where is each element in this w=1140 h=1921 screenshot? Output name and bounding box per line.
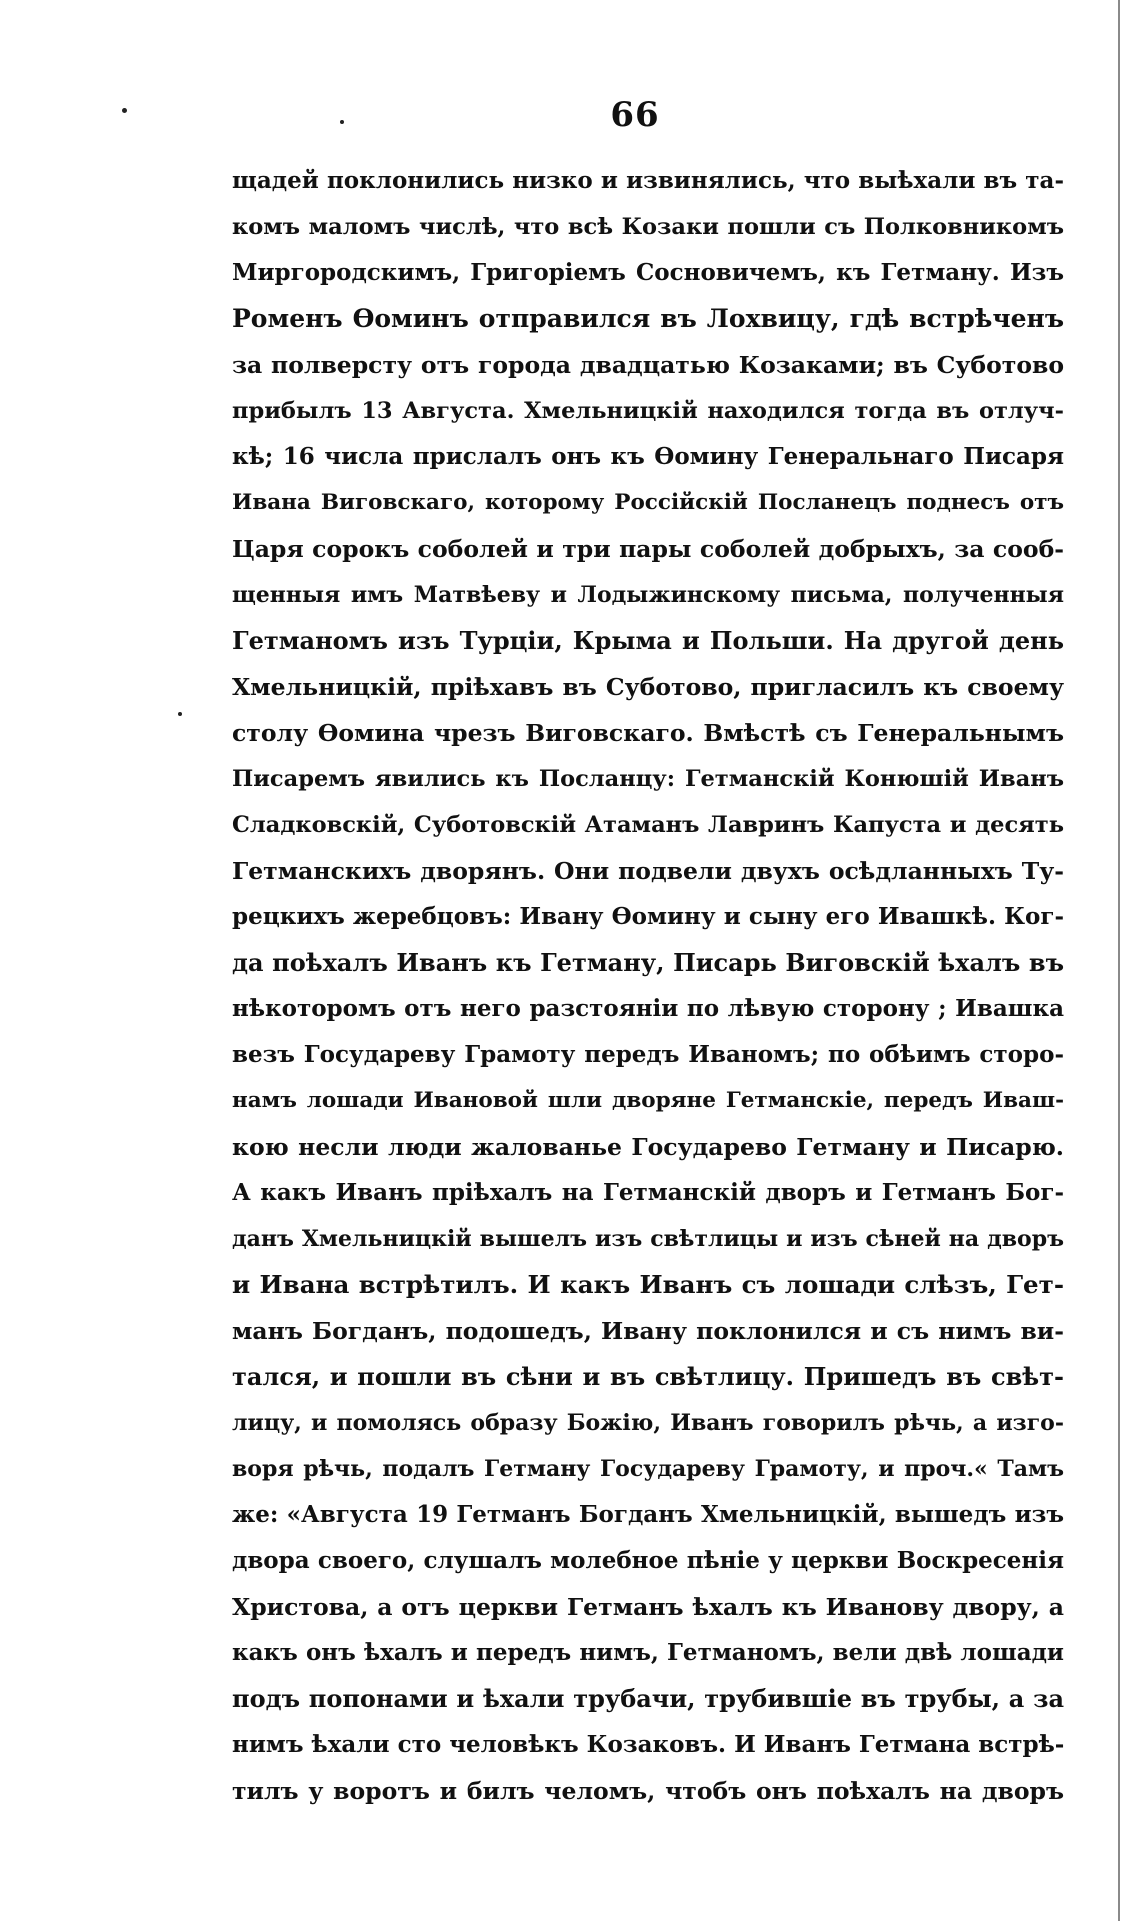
text-line: намъ лошади Ивановой шли дворяне Гетманскіе, передъ Иваш- (232, 1088, 1064, 1113)
page-number: 66 (610, 95, 660, 135)
text-line: нимъ ѣхали сто человѣкъ Козаковъ. И Иванъ Гетмана встрѣ- (232, 1731, 1064, 1758)
text-line: Царя сорокъ соболей и три пары соболей добрыхъ, за сооб- (232, 535, 1064, 563)
text-line: щенныя имъ Матвѣеву и Лодыжинскому письма, полученныя (232, 582, 1064, 608)
text-line: Сладковскій, Суботовскій Атаманъ Лавринъ Капуста и десять (232, 812, 1064, 838)
text-line: Гетманскихъ дворянъ. Они подвели двухъ осѣдланныхъ Ту- (232, 857, 1064, 885)
text-line: воря рѣчь, подалъ Гетману Государеву Грамоту, и проч.« Тамъ (232, 1456, 1064, 1482)
text-line: комъ маломъ числѣ, что всѣ Козаки пошли съ Полковникомъ (232, 214, 1064, 240)
text-line: какъ онъ ѣхалъ и передъ нимъ, Гетманомъ, вели двѣ лошади (232, 1639, 1064, 1666)
body-text (232, 158, 1064, 1814)
text-line: А какъ Иванъ пріѣхалъ на Гетманскій дворъ и Гетманъ Бог- (232, 1179, 1064, 1206)
ink-speck (178, 712, 182, 716)
text-line: манъ Богданъ, подошедъ, Ивану поклонился и съ нимъ ви- (232, 1317, 1064, 1345)
text-line: кѣ; 16 числа прислалъ онъ къ Ѳомину Генеральнаго Писаря (232, 443, 1064, 470)
text-line: Ивана Виговскаго, которому Россійскій Посланецъ поднесъ отъ (232, 490, 1064, 515)
text-line: Роменъ Ѳоминъ отправился въ Лохвицу, гдѣ встрѣченъ (232, 304, 1064, 333)
text-line: рецкихъ жеребцовъ: Ивану Ѳомину и сыну его Ивашкѣ. Ког- (232, 903, 1064, 930)
text-line: нѣкоторомъ отъ него разстояніи по лѣвую сторону ; Ивашка (232, 995, 1064, 1022)
text-line: прибылъ 13 Августа. Хмельницкій находился тогда въ отлуч- (232, 398, 1064, 424)
text-line: за полверсту отъ города двадцатью Козаками; въ Суботово (232, 351, 1064, 379)
text-line: подъ попонами и ѣхали трубачи, трубившіе въ трубы, а за (232, 1684, 1064, 1713)
text-line: щадей поклонились низко и извинялись, что выѣхали въ та- (232, 167, 1064, 194)
text-line: Писаремъ явились къ Посланцу: Гетманскій Конюшій Иванъ (232, 766, 1064, 792)
text-line: лицу, и помолясь образу Божію, Иванъ говорилъ рѣчь, а изго- (232, 1410, 1064, 1436)
text-line: Христова, а отъ церкви Гетманъ ѣхалъ къ Иванову двору, а (232, 1593, 1064, 1621)
page-edge-line (1118, 0, 1120, 1921)
text-line: данъ Хмельницкій вышелъ изъ свѣтлицы и изъ сѣней на дворъ (232, 1226, 1064, 1252)
text-line: и Ивана встрѣтилъ. И какъ Иванъ съ лошади слѣзъ, Гет- (232, 1270, 1064, 1299)
text-line: столу Ѳомина чрезъ Виговскаго. Вмѣстѣ съ Генеральнымъ (232, 719, 1064, 747)
text-line: тался, и пошли въ сѣни и въ свѣтлицу. Пришедъ въ свѣт- (232, 1362, 1064, 1391)
text-line: двора своего, слушалъ молебное пѣніе у церкви Воскресенія (232, 1547, 1064, 1574)
text-line: Хмельницкій, пріѣхавъ въ Суботово, пригласилъ къ своему (232, 673, 1064, 701)
text-line: да поѣхалъ Иванъ къ Гетману, Писарь Виговскій ѣхалъ въ (232, 948, 1064, 977)
text-line: тилъ у воротъ и билъ челомъ, чтобъ онъ поѣхалъ на дворъ (232, 1777, 1064, 1805)
text-line: Миргородскимъ, Григоріемъ Сосновичемъ, къ Гетману. Изъ (232, 259, 1064, 286)
text-line: же: «Августа 19 Гетманъ Богданъ Хмельницкій, вышедъ изъ (232, 1501, 1064, 1528)
text-line: кою несли люди жалованье Государево Гетману и Писарю. (232, 1133, 1064, 1161)
text-line: Гетманомъ изъ Турціи, Крыма и Польши. На другой день (232, 626, 1064, 655)
text-line: везъ Государеву Грамоту передъ Иваномъ; по обѣимъ сторо- (232, 1041, 1064, 1068)
